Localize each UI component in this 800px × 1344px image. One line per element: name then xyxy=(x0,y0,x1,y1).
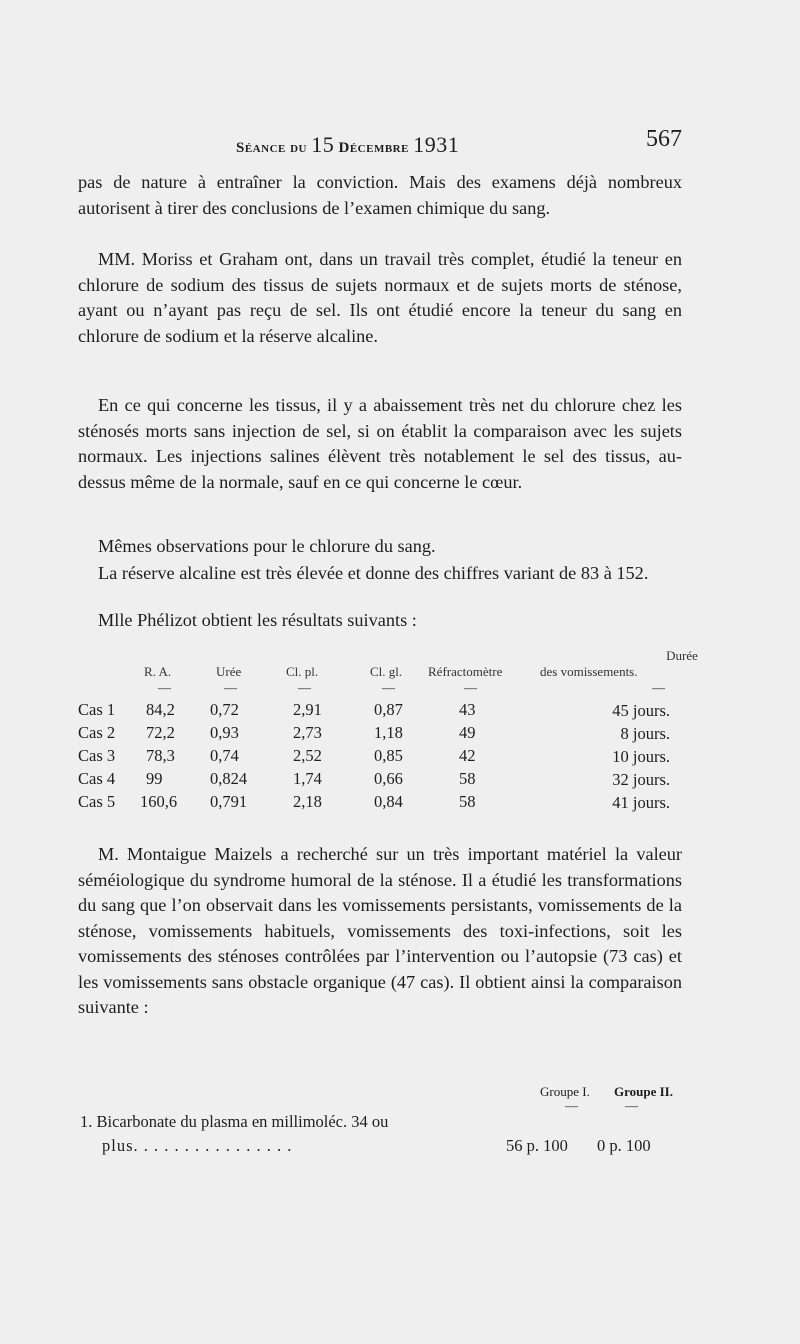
table-cell-uree: 0,791 xyxy=(210,792,248,811)
paragraph-1: pas de nature à entraîner la conviction. Mais des examens déjà nombreux autorisent à tirer des conclusions de l’examen chimique du sang. xyxy=(78,172,682,218)
running-month: Décembre xyxy=(338,140,409,156)
table-cell-ra: 99 xyxy=(146,769,163,788)
comparison-item-label: 1. Bicarbonate du plasma en millimoléc. 34 ou xyxy=(80,1112,389,1131)
paragraph-5: La réserve alcaline est très élevée et donne des chiffres variant de 83 à 152. xyxy=(98,563,649,583)
table-cell-case: Cas 2 xyxy=(78,723,116,742)
table-cell-clgl: 0,84 xyxy=(374,792,403,811)
comparison-value-group-2: 0 p. 100 xyxy=(597,1136,651,1155)
col-header-clpl: Cl. pl. xyxy=(286,664,319,679)
group-1-header: Groupe I. xyxy=(540,1084,590,1099)
col-header-clgl: Cl. gl. xyxy=(370,664,403,679)
paragraph-3: En ce qui concerne les tissus, il y a abaissement très net du chlorure chez les sténosés morts sans injection de sel, si on établit la comparaison avec les sujets normaux. Les injections salines élèvent très notablement le sel des tissus, au-dessus même de la normale, sauf en ce qui concerne le cœur. xyxy=(78,395,682,492)
running-prefix: Séance du xyxy=(236,140,307,156)
table-cell-clpl: 1,74 xyxy=(293,769,322,788)
comparison-item-label-cont: plus. . . . . . . . . . . . . . . . xyxy=(102,1136,293,1155)
table-cell-ra: 84,2 xyxy=(146,700,175,719)
table-cell-clpl: 2,73 xyxy=(293,723,322,742)
col-header-refr: Réfractomètre xyxy=(428,664,503,679)
table-cell-duree: 10 jours. xyxy=(612,747,670,766)
table-cell-clgl: 0,85 xyxy=(374,746,403,765)
table-cell-uree: 0,824 xyxy=(210,769,248,788)
table-cell-case: Cas 4 xyxy=(78,769,116,788)
dash: — xyxy=(382,680,395,695)
paragraph-2: MM. Moriss et Graham ont, dans un travail très complet, étudié la teneur en chlorure de sodium des tissus de sujets normaux et de sujets morts de sténose, ayant ou n’ayant pas reçu de sel. Ils ont étudié encore la teneur du sang en chlorure de sodium et la réserve alcaline. xyxy=(78,249,682,346)
table-cell-clgl: 1,18 xyxy=(374,723,403,742)
comparison-value-group-1: 56 p. 100 xyxy=(506,1136,568,1155)
page-number: 567 xyxy=(646,126,682,152)
running-year: 1931 xyxy=(413,132,460,157)
table-cell-case: Cas 3 xyxy=(78,746,116,765)
group-2-header: Groupe II. xyxy=(614,1084,673,1099)
table-cell-case: Cas 5 xyxy=(78,792,116,811)
paragraph-4: Mêmes observations pour le chlorure du sang. xyxy=(98,536,436,556)
paragraph-6: Mlle Phélizot obtient les résultats suivants : xyxy=(98,610,417,630)
table-cell-clpl: 2,18 xyxy=(293,792,322,811)
table-cell-duree: 41 jours. xyxy=(612,793,670,812)
table-cell-refr: 42 xyxy=(459,746,476,765)
col-header-ra: R. A. xyxy=(144,664,172,679)
table-cell-uree: 0,93 xyxy=(210,723,239,742)
dash: — xyxy=(158,680,171,695)
table-cell-refr: 49 xyxy=(459,723,476,742)
table-cell-ra: 78,3 xyxy=(146,746,175,765)
col-header-vomissements: des vomissements. xyxy=(540,664,638,679)
table-cell-clpl: 2,91 xyxy=(293,700,322,719)
table-cell-duree: 32 jours. xyxy=(612,770,670,789)
table-cell-uree: 0,74 xyxy=(210,746,239,765)
dash: — xyxy=(565,1098,578,1113)
dash: — xyxy=(625,1098,638,1113)
col-header-duree: Durée xyxy=(666,648,698,663)
table-cell-ra: 72,2 xyxy=(146,723,175,742)
table-cell-refr: 58 xyxy=(459,792,476,811)
table-cell-clgl: 0,87 xyxy=(374,700,403,719)
table-cell-uree: 0,72 xyxy=(210,700,239,719)
running-day: 15 xyxy=(311,132,335,157)
table-cell-ra: 160,6 xyxy=(140,792,178,811)
table-cell-clpl: 2,52 xyxy=(293,746,322,765)
table-cell-clgl: 0,66 xyxy=(374,769,403,788)
dash: — xyxy=(652,680,665,695)
dash: — xyxy=(224,680,237,695)
table-cell-duree: 8 jours. xyxy=(620,724,670,743)
col-header-uree: Urée xyxy=(216,664,242,679)
dash: — xyxy=(298,680,311,695)
dash: — xyxy=(464,680,477,695)
table-cell-refr: 43 xyxy=(459,700,476,719)
table-cell-duree: 45 jours. xyxy=(612,701,670,720)
table-cell-refr: 58 xyxy=(459,769,476,788)
paragraph-7: M. Montaigue Maizels a recherché sur un très important matériel la valeur séméiologique du syndrome humoral de la sténose. Il a étudié les transformations du sang que l’on observait dans les vomissements persistants, vomissements de la sténose, vomissements habituels, vomissements des toxi-infections, soit les vomissements des sténoses contrôlées par l’intervention ou l’autopsie (73 cas) et les vomissements sans obstacle organique (47 cas). Il obtient ainsi la comparaison suivante : xyxy=(78,844,682,1017)
table-cell-case: Cas 1 xyxy=(78,700,116,719)
